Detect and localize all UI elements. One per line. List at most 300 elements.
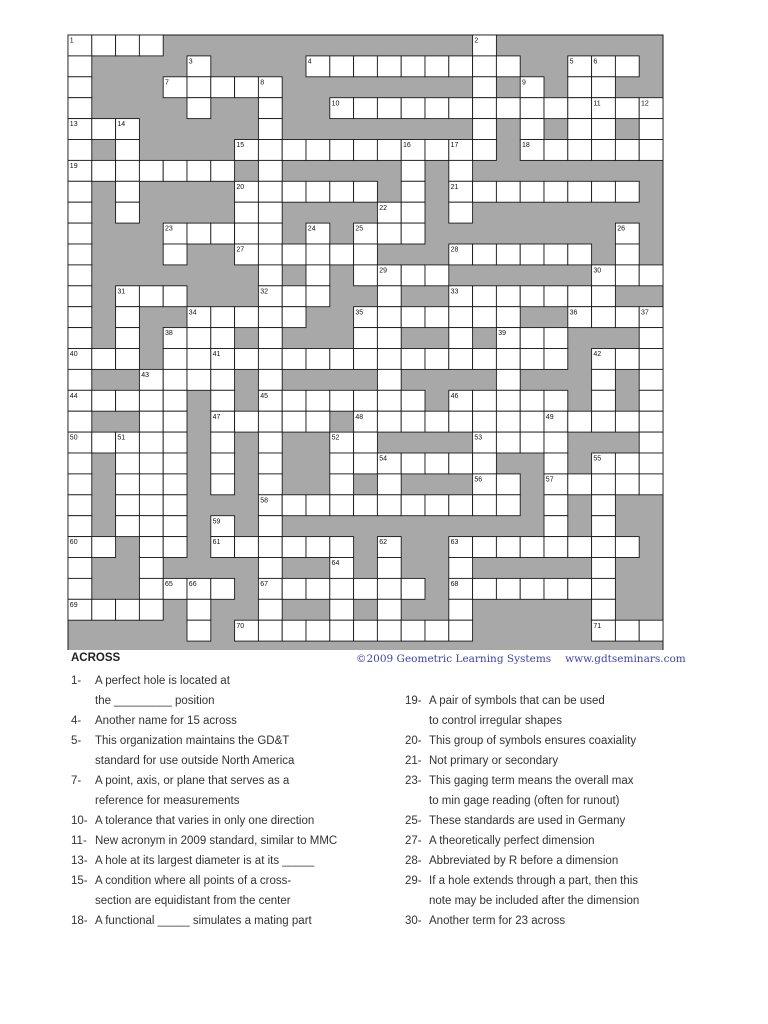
grid-cell[interactable] — [354, 453, 378, 474]
grid-cell[interactable] — [615, 307, 639, 328]
grid-cell[interactable] — [211, 390, 235, 411]
grid-cell[interactable] — [377, 474, 401, 495]
grid-cell[interactable] — [544, 453, 568, 474]
grid-cell[interactable] — [258, 411, 282, 432]
grid-cell[interactable] — [496, 286, 520, 307]
grid-cell[interactable] — [92, 349, 116, 370]
grid-cell[interactable] — [139, 411, 163, 432]
grid-cell[interactable] — [473, 181, 497, 202]
grid-cell[interactable] — [354, 244, 378, 265]
grid-cell[interactable] — [68, 98, 92, 119]
grid-cell[interactable] — [282, 390, 306, 411]
grid-cell[interactable] — [92, 160, 116, 181]
grid-cell[interactable] — [496, 411, 520, 432]
grid-cell[interactable] — [496, 369, 520, 390]
grid-cell[interactable] — [520, 98, 544, 119]
grid-cell[interactable] — [473, 411, 497, 432]
grid-cell[interactable] — [377, 56, 401, 77]
grid-cell[interactable] — [306, 578, 330, 599]
grid-cell[interactable] — [401, 307, 425, 328]
grid-cell[interactable] — [258, 620, 282, 641]
grid-cell[interactable] — [639, 453, 663, 474]
grid-cell[interactable] — [92, 432, 116, 453]
grid-cell[interactable] — [163, 390, 187, 411]
grid-cell[interactable] — [139, 495, 163, 516]
grid-cell[interactable] — [116, 390, 140, 411]
grid-cell[interactable] — [544, 432, 568, 453]
grid-cell[interactable] — [68, 578, 92, 599]
grid-cell[interactable] — [330, 140, 354, 161]
grid-cell[interactable] — [592, 411, 616, 432]
grid-cell[interactable] — [354, 181, 378, 202]
grid-cell[interactable] — [544, 244, 568, 265]
grid-cell[interactable] — [377, 390, 401, 411]
grid-cell[interactable] — [592, 140, 616, 161]
grid-cell[interactable] — [306, 265, 330, 286]
grid-cell[interactable] — [282, 286, 306, 307]
grid-cell[interactable] — [496, 474, 520, 495]
grid-cell[interactable] — [163, 411, 187, 432]
grid-cell[interactable] — [116, 516, 140, 537]
grid-cell[interactable] — [425, 453, 449, 474]
grid-cell[interactable] — [282, 140, 306, 161]
grid-cell[interactable] — [116, 599, 140, 620]
grid-cell[interactable] — [116, 140, 140, 161]
grid-cell[interactable] — [68, 286, 92, 307]
grid-cell[interactable] — [520, 286, 544, 307]
grid-cell[interactable] — [68, 77, 92, 98]
grid-cell[interactable] — [258, 369, 282, 390]
grid-cell[interactable] — [354, 432, 378, 453]
grid-cell[interactable] — [520, 328, 544, 349]
grid-cell[interactable] — [544, 495, 568, 516]
grid-cell[interactable] — [116, 202, 140, 223]
grid-cell[interactable] — [211, 77, 235, 98]
grid-cell[interactable] — [568, 244, 592, 265]
grid-cell[interactable] — [116, 181, 140, 202]
grid-cell[interactable] — [449, 98, 473, 119]
grid-cell[interactable] — [139, 390, 163, 411]
grid-cell[interactable] — [163, 286, 187, 307]
grid-cell[interactable] — [306, 244, 330, 265]
grid-cell[interactable] — [258, 181, 282, 202]
grid-cell[interactable] — [163, 537, 187, 558]
grid-cell[interactable] — [211, 307, 235, 328]
grid-cell[interactable] — [449, 307, 473, 328]
grid-cell[interactable] — [235, 202, 259, 223]
grid-cell[interactable] — [116, 35, 140, 56]
grid-cell[interactable] — [377, 140, 401, 161]
grid-cell[interactable] — [520, 537, 544, 558]
grid-cell[interactable] — [377, 578, 401, 599]
grid-cell[interactable] — [92, 119, 116, 140]
grid-cell[interactable] — [425, 349, 449, 370]
grid-cell[interactable] — [496, 98, 520, 119]
grid-cell[interactable] — [258, 432, 282, 453]
grid-cell[interactable] — [92, 35, 116, 56]
grid-cell[interactable] — [377, 411, 401, 432]
grid-cell[interactable] — [330, 349, 354, 370]
grid-cell[interactable] — [473, 56, 497, 77]
grid-cell[interactable] — [330, 474, 354, 495]
grid-cell[interactable] — [473, 390, 497, 411]
grid-cell[interactable] — [615, 620, 639, 641]
grid-cell[interactable] — [377, 558, 401, 579]
grid-cell[interactable] — [496, 390, 520, 411]
grid-cell[interactable] — [92, 390, 116, 411]
grid-cell[interactable] — [449, 558, 473, 579]
grid-cell[interactable] — [615, 181, 639, 202]
grid-cell[interactable] — [520, 432, 544, 453]
grid-cell[interactable] — [258, 453, 282, 474]
grid-cell[interactable] — [401, 56, 425, 77]
grid-cell[interactable] — [425, 307, 449, 328]
grid-cell[interactable] — [258, 202, 282, 223]
grid-cell[interactable] — [496, 181, 520, 202]
grid-cell[interactable] — [139, 474, 163, 495]
grid-cell[interactable] — [473, 495, 497, 516]
grid-cell[interactable] — [401, 349, 425, 370]
grid-cell[interactable] — [401, 265, 425, 286]
grid-cell[interactable] — [187, 620, 211, 641]
grid-cell[interactable] — [330, 620, 354, 641]
grid-cell[interactable] — [235, 411, 259, 432]
grid-cell[interactable] — [425, 140, 449, 161]
grid-cell[interactable] — [592, 537, 616, 558]
grid-cell[interactable] — [377, 369, 401, 390]
grid-cell[interactable] — [282, 537, 306, 558]
grid-cell[interactable] — [639, 411, 663, 432]
grid-cell[interactable] — [592, 516, 616, 537]
grid-cell[interactable] — [377, 307, 401, 328]
grid-cell[interactable] — [354, 56, 378, 77]
grid-cell[interactable] — [449, 328, 473, 349]
grid-cell[interactable] — [68, 307, 92, 328]
grid-cell[interactable] — [401, 411, 425, 432]
grid-cell[interactable] — [592, 286, 616, 307]
grid-cell[interactable] — [520, 181, 544, 202]
grid-cell[interactable] — [496, 56, 520, 77]
grid-cell[interactable] — [496, 578, 520, 599]
grid-cell[interactable] — [187, 349, 211, 370]
grid-cell[interactable] — [211, 223, 235, 244]
grid-cell[interactable] — [401, 495, 425, 516]
grid-cell[interactable] — [520, 119, 544, 140]
grid-cell[interactable] — [449, 160, 473, 181]
grid-cell[interactable] — [449, 411, 473, 432]
grid-cell[interactable] — [330, 578, 354, 599]
grid-cell[interactable] — [496, 495, 520, 516]
grid-cell[interactable] — [377, 620, 401, 641]
grid-cell[interactable] — [568, 119, 592, 140]
grid-cell[interactable] — [377, 223, 401, 244]
grid-cell[interactable] — [568, 474, 592, 495]
grid-cell[interactable] — [354, 390, 378, 411]
grid-cell[interactable] — [473, 349, 497, 370]
grid-cell[interactable] — [211, 432, 235, 453]
grid-cell[interactable] — [211, 453, 235, 474]
grid-cell[interactable] — [592, 77, 616, 98]
grid-cell[interactable] — [68, 474, 92, 495]
grid-cell[interactable] — [139, 578, 163, 599]
grid-cell[interactable] — [639, 620, 663, 641]
grid-cell[interactable] — [258, 599, 282, 620]
grid-cell[interactable] — [473, 244, 497, 265]
grid-cell[interactable] — [639, 369, 663, 390]
grid-cell[interactable] — [544, 537, 568, 558]
grid-cell[interactable] — [520, 244, 544, 265]
grid-cell[interactable] — [139, 537, 163, 558]
grid-cell[interactable] — [473, 578, 497, 599]
grid-cell[interactable] — [568, 98, 592, 119]
grid-cell[interactable] — [306, 495, 330, 516]
grid-cell[interactable] — [473, 307, 497, 328]
grid-cell[interactable] — [425, 411, 449, 432]
grid-cell[interactable] — [544, 98, 568, 119]
grid-cell[interactable] — [282, 181, 306, 202]
grid-cell[interactable] — [615, 98, 639, 119]
grid-cell[interactable] — [68, 202, 92, 223]
grid-cell[interactable] — [592, 369, 616, 390]
grid-cell[interactable] — [354, 578, 378, 599]
grid-cell[interactable] — [258, 558, 282, 579]
grid-cell[interactable] — [615, 56, 639, 77]
grid-cell[interactable] — [377, 599, 401, 620]
grid-cell[interactable] — [544, 286, 568, 307]
grid-cell[interactable] — [306, 181, 330, 202]
grid-cell[interactable] — [354, 98, 378, 119]
grid-cell[interactable] — [401, 453, 425, 474]
grid-cell[interactable] — [615, 537, 639, 558]
grid-cell[interactable] — [68, 244, 92, 265]
grid-cell[interactable] — [139, 453, 163, 474]
grid-cell[interactable] — [496, 307, 520, 328]
grid-cell[interactable] — [258, 307, 282, 328]
grid-cell[interactable] — [568, 411, 592, 432]
grid-cell[interactable] — [163, 474, 187, 495]
grid-cell[interactable] — [473, 286, 497, 307]
grid-cell[interactable] — [330, 599, 354, 620]
grid-cell[interactable] — [473, 77, 497, 98]
grid-cell[interactable] — [449, 349, 473, 370]
grid-cell[interactable] — [282, 578, 306, 599]
grid-cell[interactable] — [139, 516, 163, 537]
grid-cell[interactable] — [163, 160, 187, 181]
grid-cell[interactable] — [187, 98, 211, 119]
grid-cell[interactable] — [544, 578, 568, 599]
grid-cell[interactable] — [68, 558, 92, 579]
grid-cell[interactable] — [639, 328, 663, 349]
grid-cell[interactable] — [258, 349, 282, 370]
grid-cell[interactable] — [139, 35, 163, 56]
grid-cell[interactable] — [139, 558, 163, 579]
grid-cell[interactable] — [592, 474, 616, 495]
grid-cell[interactable] — [568, 181, 592, 202]
grid-cell[interactable] — [401, 620, 425, 641]
grid-cell[interactable] — [473, 98, 497, 119]
grid-cell[interactable] — [330, 495, 354, 516]
grid-cell[interactable] — [615, 411, 639, 432]
grid-cell[interactable] — [449, 599, 473, 620]
grid-cell[interactable] — [211, 160, 235, 181]
grid-cell[interactable] — [139, 432, 163, 453]
grid-cell[interactable] — [116, 328, 140, 349]
grid-cell[interactable] — [377, 98, 401, 119]
grid-cell[interactable] — [377, 495, 401, 516]
grid-cell[interactable] — [615, 140, 639, 161]
grid-cell[interactable] — [306, 349, 330, 370]
grid-cell[interactable] — [401, 578, 425, 599]
grid-cell[interactable] — [639, 349, 663, 370]
grid-cell[interactable] — [187, 599, 211, 620]
grid-cell[interactable] — [187, 77, 211, 98]
grid-cell[interactable] — [258, 516, 282, 537]
grid-cell[interactable] — [568, 77, 592, 98]
grid-cell[interactable] — [139, 286, 163, 307]
grid-cell[interactable] — [401, 202, 425, 223]
grid-cell[interactable] — [449, 453, 473, 474]
grid-cell[interactable] — [258, 537, 282, 558]
grid-cell[interactable] — [615, 244, 639, 265]
grid-cell[interactable] — [449, 620, 473, 641]
grid-cell[interactable] — [449, 56, 473, 77]
grid-cell[interactable] — [211, 578, 235, 599]
grid-cell[interactable] — [163, 432, 187, 453]
grid-cell[interactable] — [496, 432, 520, 453]
grid-cell[interactable] — [377, 328, 401, 349]
grid-cell[interactable] — [330, 244, 354, 265]
grid-cell[interactable] — [592, 578, 616, 599]
grid-cell[interactable] — [235, 223, 259, 244]
grid-cell[interactable] — [496, 244, 520, 265]
grid-cell[interactable] — [639, 140, 663, 161]
grid-cell[interactable] — [258, 223, 282, 244]
grid-cell[interactable] — [592, 181, 616, 202]
grid-cell[interactable] — [544, 516, 568, 537]
grid-cell[interactable] — [520, 578, 544, 599]
grid-cell[interactable] — [592, 558, 616, 579]
grid-cell[interactable] — [68, 495, 92, 516]
grid-cell[interactable] — [615, 453, 639, 474]
grid-cell[interactable] — [354, 620, 378, 641]
grid-cell[interactable] — [544, 181, 568, 202]
grid-cell[interactable] — [377, 286, 401, 307]
grid-cell[interactable] — [449, 495, 473, 516]
grid-cell[interactable] — [425, 98, 449, 119]
grid-cell[interactable] — [639, 390, 663, 411]
grid-cell[interactable] — [139, 160, 163, 181]
grid-cell[interactable] — [544, 349, 568, 370]
grid-cell[interactable] — [235, 349, 259, 370]
grid-cell[interactable] — [68, 328, 92, 349]
grid-cell[interactable] — [306, 286, 330, 307]
grid-cell[interactable] — [639, 432, 663, 453]
grid-cell[interactable] — [282, 349, 306, 370]
grid-cell[interactable] — [639, 119, 663, 140]
grid-cell[interactable] — [235, 537, 259, 558]
grid-cell[interactable] — [211, 474, 235, 495]
website-link[interactable]: www.gdtseminars.com — [565, 653, 686, 665]
grid-cell[interactable] — [473, 119, 497, 140]
grid-cell[interactable] — [68, 516, 92, 537]
grid-cell[interactable] — [258, 244, 282, 265]
grid-cell[interactable] — [306, 140, 330, 161]
grid-cell[interactable] — [282, 411, 306, 432]
grid-cell[interactable] — [258, 474, 282, 495]
grid-cell[interactable] — [330, 390, 354, 411]
grid-cell[interactable] — [187, 223, 211, 244]
grid-cell[interactable] — [639, 265, 663, 286]
grid-cell[interactable] — [592, 119, 616, 140]
grid-cell[interactable] — [282, 495, 306, 516]
grid-cell[interactable] — [330, 453, 354, 474]
grid-cell[interactable] — [401, 160, 425, 181]
grid-cell[interactable] — [401, 181, 425, 202]
grid-cell[interactable] — [639, 474, 663, 495]
grid-cell[interactable] — [211, 328, 235, 349]
grid-cell[interactable] — [306, 411, 330, 432]
grid-cell[interactable] — [163, 349, 187, 370]
grid-cell[interactable] — [258, 160, 282, 181]
grid-cell[interactable] — [425, 265, 449, 286]
grid-cell[interactable] — [282, 244, 306, 265]
grid-cell[interactable] — [163, 244, 187, 265]
grid-cell[interactable] — [496, 537, 520, 558]
grid-cell[interactable] — [377, 349, 401, 370]
grid-cell[interactable] — [116, 453, 140, 474]
grid-cell[interactable] — [116, 349, 140, 370]
grid-cell[interactable] — [330, 537, 354, 558]
grid-cell[interactable] — [568, 578, 592, 599]
grid-cell[interactable] — [592, 599, 616, 620]
grid-cell[interactable] — [401, 390, 425, 411]
grid-cell[interactable] — [92, 599, 116, 620]
grid-cell[interactable] — [68, 181, 92, 202]
grid-cell[interactable] — [211, 369, 235, 390]
grid-cell[interactable] — [258, 265, 282, 286]
grid-cell[interactable] — [92, 537, 116, 558]
grid-cell[interactable] — [520, 411, 544, 432]
grid-cell[interactable] — [68, 411, 92, 432]
grid-cell[interactable] — [282, 620, 306, 641]
grid-cell[interactable] — [139, 599, 163, 620]
grid-cell[interactable] — [568, 537, 592, 558]
grid-cell[interactable] — [544, 140, 568, 161]
grid-cell[interactable] — [615, 474, 639, 495]
grid-cell[interactable] — [68, 453, 92, 474]
grid-cell[interactable] — [473, 453, 497, 474]
grid-cell[interactable] — [615, 349, 639, 370]
grid-cell[interactable] — [116, 495, 140, 516]
grid-cell[interactable] — [592, 307, 616, 328]
grid-cell[interactable] — [282, 307, 306, 328]
grid-cell[interactable] — [235, 77, 259, 98]
grid-cell[interactable] — [568, 286, 592, 307]
grid-cell[interactable] — [568, 140, 592, 161]
grid-cell[interactable] — [306, 390, 330, 411]
grid-cell[interactable] — [544, 328, 568, 349]
grid-cell[interactable] — [235, 307, 259, 328]
grid-cell[interactable] — [401, 98, 425, 119]
grid-cell[interactable] — [615, 265, 639, 286]
grid-cell[interactable] — [187, 160, 211, 181]
grid-cell[interactable] — [116, 474, 140, 495]
grid-cell[interactable] — [306, 620, 330, 641]
grid-cell[interactable] — [68, 140, 92, 161]
grid-cell[interactable] — [401, 223, 425, 244]
grid-cell[interactable] — [354, 328, 378, 349]
grid-cell[interactable] — [330, 56, 354, 77]
